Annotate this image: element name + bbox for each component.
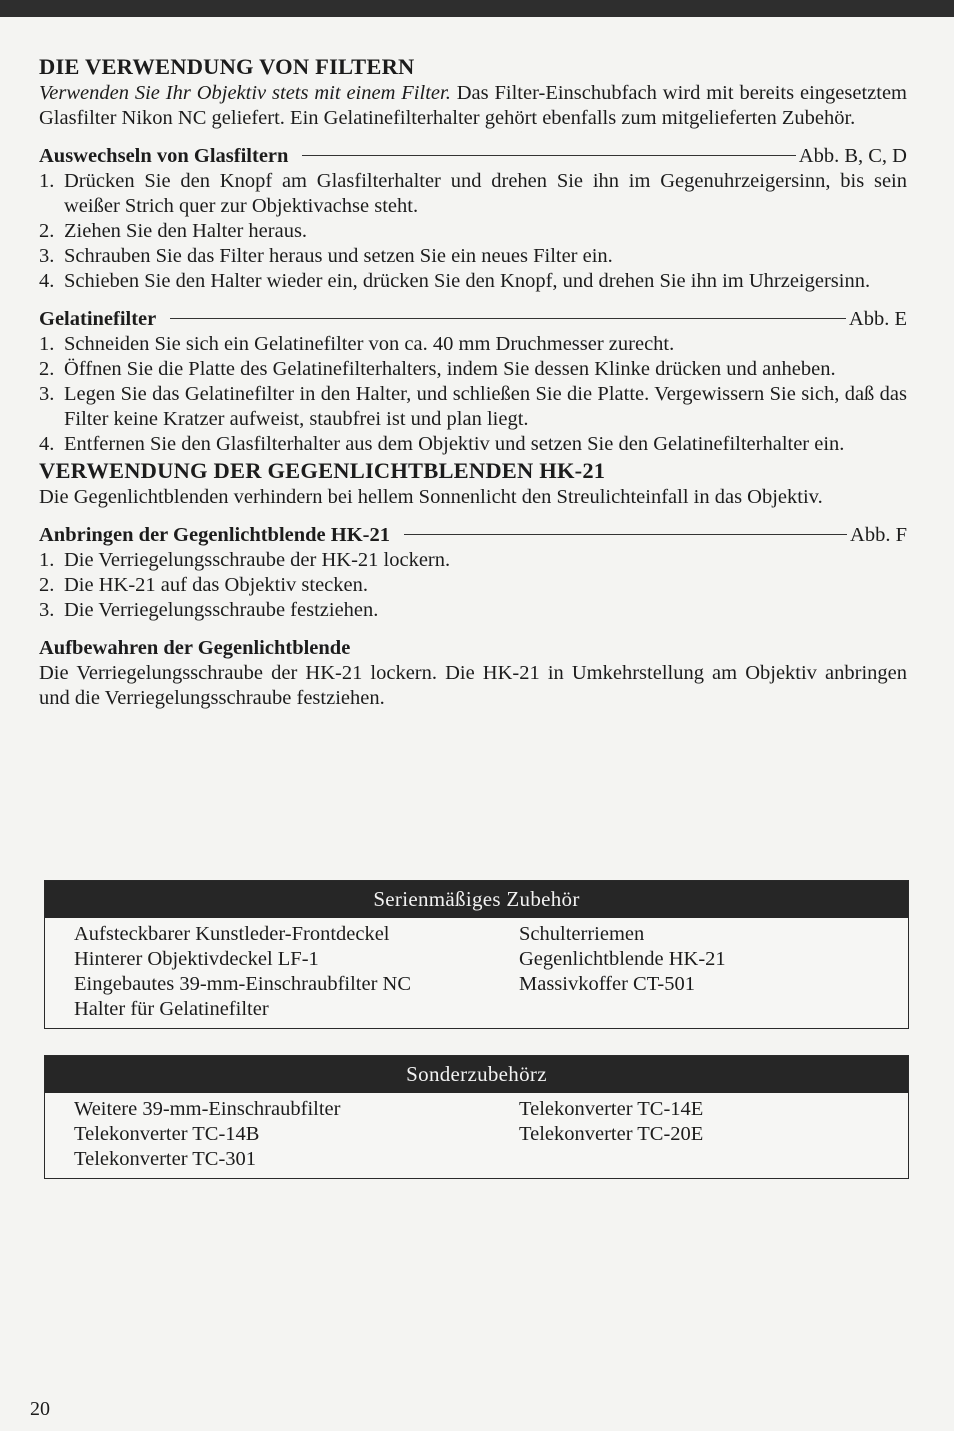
page-number: 20: [30, 1398, 50, 1420]
optional-accessories-right-column: [519, 1097, 908, 1172]
step-number: 2.: [39, 220, 55, 242]
list-item: Schulterriemen: [519, 923, 645, 945]
step-text: Entfernen Sie den Glasfilterhalter aus dem Objektiv und setzen Sie den Gelatinefilterhalter ein.: [64, 433, 845, 455]
standard-accessories-right-column: [519, 922, 908, 1022]
list-item: Halter für Gelatinefilter: [74, 998, 269, 1020]
page-top-border: [0, 0, 954, 17]
attach-hood-figure-ref: Abb. F: [850, 524, 907, 546]
list-item: [39, 169, 907, 219]
step-text: Die Verriegelungsschraube festziehen.: [64, 599, 379, 621]
list-item: Telekonverter TC-20E: [519, 1123, 704, 1145]
optional-accessories-box: [44, 1055, 909, 1179]
list-item: Gegenlichtblende HK-21: [519, 948, 726, 970]
step-text: Schieben Sie den Halter wieder ein, drücken Sie den Knopf, und drehen Sie ihn im Uhrzeigersinn.: [64, 270, 871, 292]
step-text: Legen Sie das Gelatinefilter in den Halter, und schließen Sie die Platte. Vergewissern Sie sich, daß das Filter keine Kratzer aufweist, staubfrei ist und plan liegt.: [64, 383, 907, 430]
step-number: 1.: [39, 333, 55, 355]
step-text: Drücken Sie den Knopf am Glasfilterhalter und drehen Sie ihn im Gegenuhrzeigersinn, bis sein weißer Strich quer zur Objektivachse steht.: [64, 170, 907, 217]
step-number: 1.: [39, 549, 55, 571]
standard-accessories-box: [44, 880, 909, 1029]
list-item: [39, 573, 907, 598]
step-text: Die HK-21 auf das Objektiv stecken.: [64, 574, 368, 596]
heading-leader-line: [302, 155, 795, 156]
filters-intro: [39, 81, 907, 131]
step-text: Öffnen Sie die Platte des Gelatinefilterhalters, indem Sie dessen Klinke drücken und anheben.: [64, 358, 836, 380]
list-item: [39, 269, 907, 294]
list-item: Weitere 39-mm-Einschraubfilter: [74, 1098, 341, 1120]
optional-accessories-left-column: [74, 1097, 519, 1172]
step-number: 4.: [39, 433, 55, 455]
list-item: Aufsteckbarer Kunstleder-Frontdeckel: [74, 923, 390, 945]
gelatin-filters-figure-ref: Abb. E: [848, 308, 907, 330]
filters-intro-italic: Verwenden Sie Ihr Objektiv stets mit einem Filter.: [39, 82, 451, 104]
standard-accessories-left-column: [74, 922, 519, 1022]
list-item: [39, 332, 907, 357]
optional-accessories-title: Sonderzubehörz: [45, 1056, 908, 1093]
attach-hood-steps: [39, 548, 907, 623]
list-item: Eingebautes 39-mm-Einschraubfilter NC: [74, 973, 412, 995]
list-item: Massivkoffer CT-501: [519, 973, 695, 995]
optional-accessories-list: [45, 1093, 908, 1178]
list-item: [39, 244, 907, 269]
step-number: 2.: [39, 574, 55, 596]
list-item: Hinterer Objektivdeckel LF-1: [74, 948, 319, 970]
standard-accessories-list: [45, 918, 908, 1028]
page-content: [39, 53, 907, 711]
gelatin-filters-steps: [39, 332, 907, 457]
glass-filters-steps: [39, 169, 907, 294]
list-item: [39, 219, 907, 244]
lens-hood-intro: Die Gegenlichtblenden verhindern bei hellem Sonnenlicht den Streulichteinfall in das Objektiv.: [39, 486, 823, 508]
step-text: Die Verriegelungsschraube der HK-21 lockern.: [64, 549, 451, 571]
filters-section-title: DIE VERWENDUNG VON FILTERN: [39, 54, 415, 79]
glass-filters-heading-text: Auswechseln von Glasfiltern: [39, 145, 289, 167]
lens-hood-section-title: VERWENDUNG DER GEGENLICHTBLENDEN HK-21: [39, 458, 606, 483]
step-text: Ziehen Sie den Halter heraus.: [64, 220, 308, 242]
list-item: [39, 432, 907, 457]
step-number: 3.: [39, 383, 55, 405]
list-item: Telekonverter TC-301: [74, 1148, 257, 1170]
heading-leader-line: [404, 534, 847, 535]
gelatin-filters-heading-text: Gelatinefilter: [39, 308, 157, 330]
list-item: [39, 382, 907, 432]
attach-hood-heading: [39, 523, 907, 548]
gelatin-filters-heading: [39, 307, 907, 332]
filters-intro-rest: Das Filter-Einschubfach wird mit bereits eingesetztem Glasfilter Nikon NC geliefert. Ein Gelatinefilterhalter gehört ebenfalls zum mitgelieferten Zubehör.: [39, 82, 907, 129]
step-number: 1.: [39, 170, 55, 192]
list-item: Telekonverter TC-14B: [74, 1123, 260, 1145]
list-item: [39, 598, 907, 623]
step-number: 4.: [39, 270, 55, 292]
list-item: [39, 548, 907, 573]
glass-filters-figure-ref: Abb. B, C, D: [798, 145, 907, 167]
heading-leader-line: [170, 318, 846, 319]
list-item: Telekonverter TC-14E: [519, 1098, 704, 1120]
step-number: 2.: [39, 358, 55, 380]
step-number: 3.: [39, 599, 55, 621]
standard-accessories-title: Serienmäßiges Zubehör: [45, 881, 908, 918]
step-number: 3.: [39, 245, 55, 267]
list-item: [39, 357, 907, 382]
attach-hood-heading-text: Anbringen der Gegenlichtblende HK-21: [39, 524, 390, 546]
store-hood-text: Die Verriegelungsschraube der HK-21 lockern. Die HK-21 in Umkehrstellung am Objektiv anbringen und die Verriegelungsschraube festziehen.: [39, 662, 907, 709]
glass-filters-heading: [39, 144, 907, 169]
step-text: Schrauben Sie das Filter heraus und setzen Sie ein neues Filter ein.: [64, 245, 613, 267]
store-hood-heading: Aufbewahren der Gegenlichtblende: [39, 637, 351, 659]
step-text: Schneiden Sie sich ein Gelatinefilter von ca. 40 mm Druchmesser zurecht.: [64, 333, 675, 355]
